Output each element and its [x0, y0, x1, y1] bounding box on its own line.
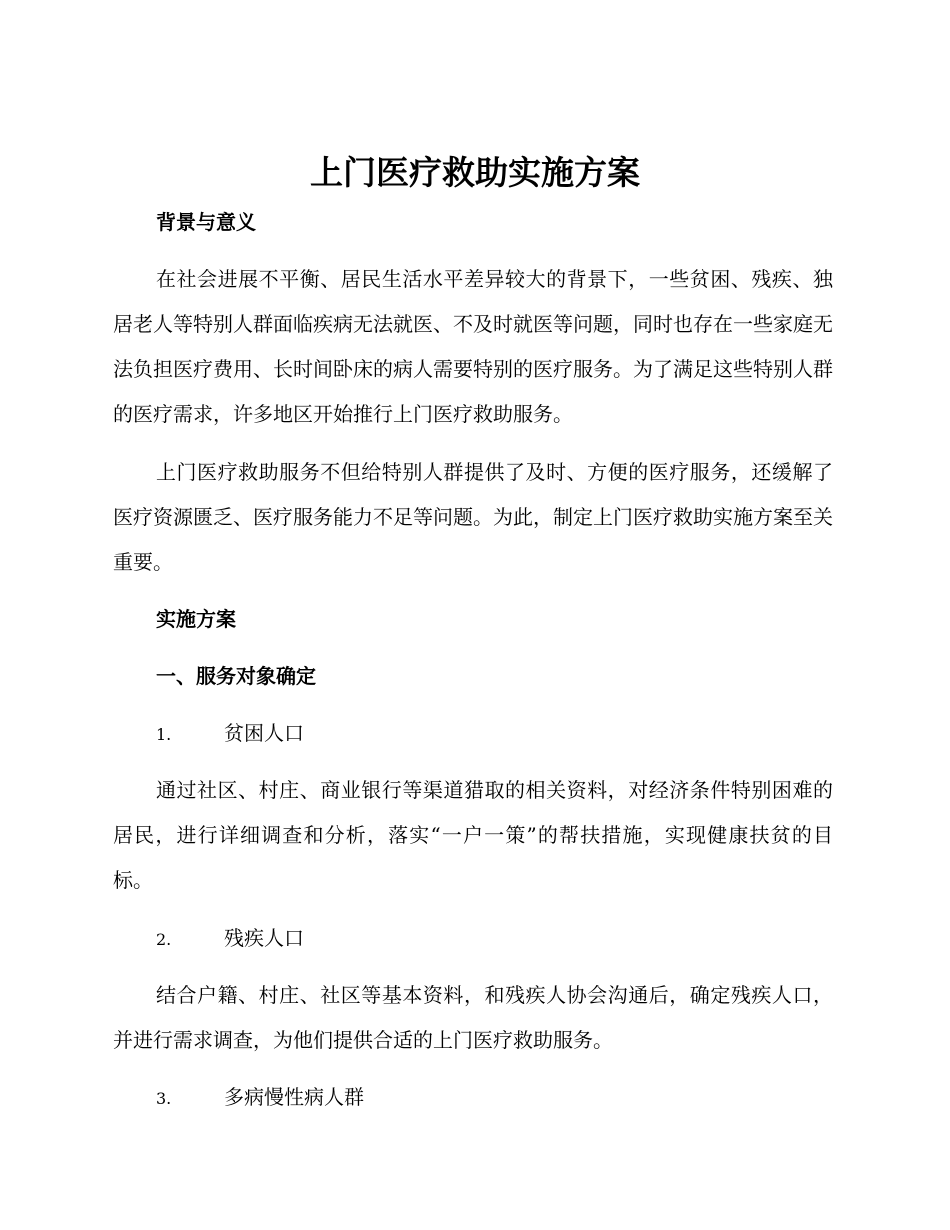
paragraph-disabled-population: 结合户籍、村庄、社区等基本资料，和残疾人协会沟通后，确定残疾人口，并进行需求调查，为他们提供合适的上门医疗救助服务。 [113, 983, 833, 1052]
list-item-label: 贫困人口 [224, 721, 304, 745]
paragraph-background-2: 上门医疗救助服务不但给特别人群提供了及时、方便的医疗服务，还缓解了医疗资源匮乏、医疗服务能力不足等问题。为此，制定上门医疗救助实施方案至关重要。 [113, 460, 833, 574]
list-item-label: 多病慢性病人群 [224, 1085, 364, 1109]
list-item-poor-population [156, 719, 304, 749]
list-item-number: 3. [156, 1089, 172, 1108]
section-heading-plan: 实施方案 [156, 607, 236, 631]
subsection-heading-service-targets: 一、服务对象确定 [156, 664, 316, 688]
paragraph-background-1: 在社会进展不平衡、居民生活水平差异较大的背景下，一些贫困、残疾、独居老人等特别人群面临疾病无法就医、不及时就医等问题，同时也存在一些家庭无法负担医疗费用、长时间卧床的病人需要特别的医疗服务。为了满足这些特别人群的医疗需求，许多地区开始推行上门医疗救助服务。 [113, 267, 833, 426]
section-heading-background: 背景与意义 [156, 210, 256, 234]
paragraph-poor-population: 通过社区、村庄、商业银行等渠道猎取的相关资料，对经济条件特别困难的居民，进行详细调查和分析，落实“一户一策”的帮扶措施，实现健康扶贫的目标。 [113, 778, 833, 892]
list-item-number: 2. [156, 930, 172, 949]
document-title: 上门医疗救助实施方案 [310, 153, 640, 192]
list-item-label: 残疾人口 [224, 926, 304, 950]
list-item-number: 1. [156, 725, 172, 744]
list-item-chronic-patients [156, 1083, 364, 1113]
list-item-disabled-population [156, 924, 304, 954]
